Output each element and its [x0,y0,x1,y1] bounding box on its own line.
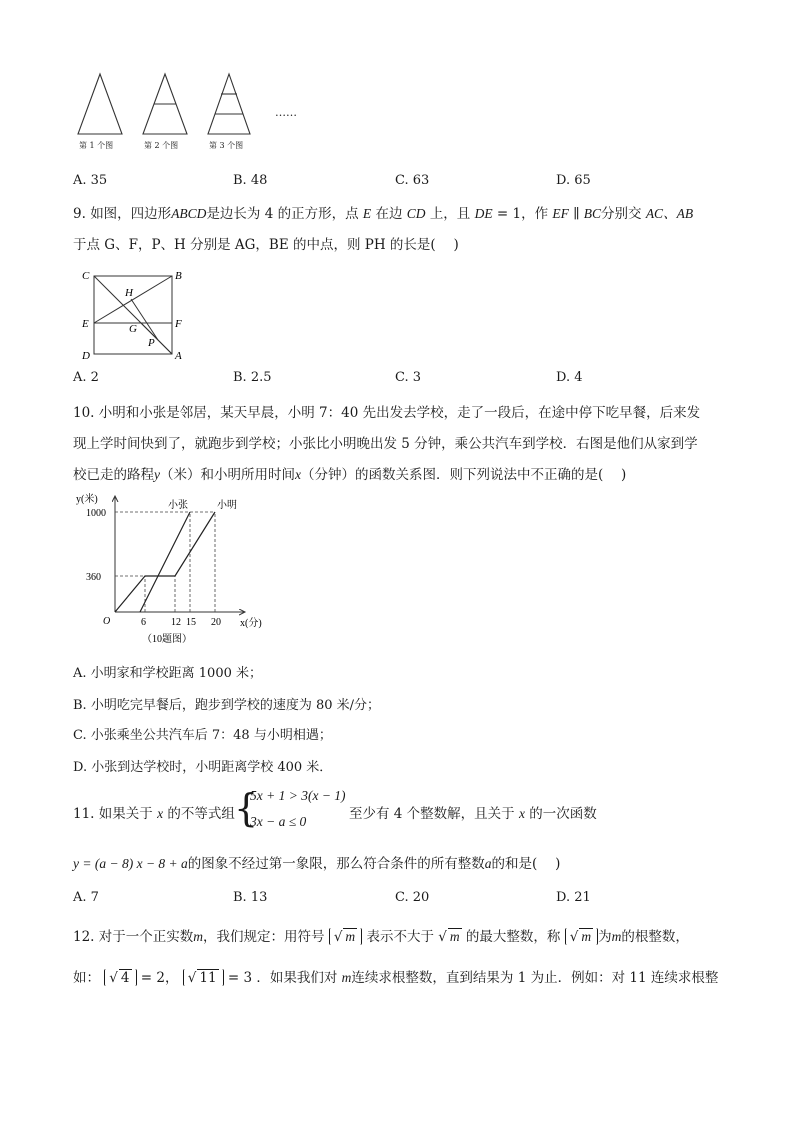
figure-caption-2: 第 2 个图 [144,141,179,150]
q9-option-b[interactable]: B. 2.5 [233,370,272,385]
q10-option-c[interactable]: C. 小张乘坐公共汽车后 7：48 与小明相遇； [73,728,332,743]
y-axis-label: y(米) [76,494,98,505]
q12-m: m [193,929,204,944]
q9-option-d[interactable]: D. 4 [556,370,583,385]
q10-option-a[interactable]: A. 小明家和学校距离 1000 米； [73,666,263,681]
q9-number: 9. [73,206,86,222]
label-e: E [82,318,89,330]
label-p: P [148,337,155,349]
x-axis-label: x(分) [240,618,262,629]
q10-text-b: （米）和小明所用时间 [160,467,295,483]
q9-bc: BC [583,206,602,221]
q12-text-c: 表示不大于 [366,929,434,945]
q10-text-c: （分钟）的函数关系图．则下列说法中不正确的是( ) [301,467,627,483]
q12-radicand-4: 4 [120,970,130,986]
q10-text-a: 校已走的路程 [73,467,154,483]
q12-eq-2: = 2， [140,970,179,986]
q12-radicand-11: 11 [199,970,217,986]
x-tick-label-20: 20 [211,617,221,628]
triangle-3 [208,74,250,134]
label-g: G [129,323,137,335]
q11-option-c[interactable]: C. 20 [395,890,430,905]
label-b: B [175,270,182,282]
q11-text-d: 的一次函数 [529,806,597,822]
q12-text-e: 为 [598,929,612,945]
q12-m-4: m [581,929,592,944]
q10-line-1: 10. 小明和小张是邻居，某天早晨，小明 7：40 先出发去学校，走了一段后，在途中停下吃早餐，后来发 [73,405,701,421]
q12-line-2 [73,966,718,986]
q10-line-2: 现上学时间快到了，就跑步到学校；小张比小明晚出发 5 分钟，乘公共汽车到学校．右图是他们从家到学 [73,436,698,452]
q11-text-f: 的和是( ) [491,856,561,872]
q12-m-2: m [345,929,356,944]
q9-option-a[interactable]: A. 2 [73,370,99,385]
series-line-2 [140,512,190,612]
q9-e: E [362,206,372,221]
q11-option-a[interactable]: A. 7 [73,890,99,905]
q11-text-a: 11. 如果关于 [73,806,153,822]
q9-ac: AC [645,206,664,221]
x-tick-label-12: 12 [171,617,181,628]
q12-m-3: m [449,929,460,944]
q11-line-1-a [73,802,235,822]
q9-text-a: 如图，四边形 [90,206,172,222]
q9-square-figure [76,264,186,364]
q11-text-c: 至少有 4 个整数解，且关于 [349,806,515,822]
q9-ef: EF [552,206,569,221]
segment-be [94,276,172,323]
triangle-1 [78,74,122,134]
q10-y: y [154,467,160,482]
x-tick-label-6: 6 [141,617,146,628]
origin-label: O [103,616,111,627]
q11-inequality-brace: { [234,786,259,830]
y-tick-label-1000: 1000 [86,508,106,519]
q11-text-e: 的图象不经过第一象限，那么符合条件的所有整数 [187,856,485,872]
q9-text-e: 分别交 [601,206,642,222]
q10-x: x [295,467,301,482]
q9-line-1 [73,202,693,222]
figure-caption-1: 第 1 个图 [79,141,114,150]
q12-text-h: 连续求根整数，直到结果为 1 为止．例如：对 11 连续求根整 [351,970,719,986]
q9-line-2: 于点 G、F，P、H 分别是 AG，BE 的中点，则 PH 的长是( ) [73,237,459,253]
label-c: C [82,270,90,282]
q8-option-c[interactable]: C. 63 [395,173,430,188]
series-label-xiaozhang: 小张 [168,500,188,511]
q9-option-c[interactable]: C. 3 [395,370,422,385]
label-h: H [125,287,133,299]
q10-option-d[interactable]: D. 小张到达学校时，小明距离学校 400 米． [73,760,333,775]
series-label-xiaoming: 小明 [217,500,237,511]
q12-m-6: m [341,970,352,985]
q9-eq: = 1，作 [496,206,549,222]
q11-x: x [157,806,164,821]
q11-inequality-2: 3x − a ≤ 0 [250,814,307,829]
q9-text-c: 在边 [375,206,403,222]
q12-text-f: 的根整数， [621,929,689,945]
q12-text-g: 如： [73,970,100,986]
q9-text-b: 是边长为 4 的正方形，点 [206,206,359,222]
q11-option-b[interactable]: B. 13 [233,890,268,905]
q11-line-2 [73,852,560,872]
q12-text-d: 的最大整数，称 [465,929,561,945]
q12-floor-sqrt-m-2: √ m [565,928,598,945]
q10-distance-time-chart [70,488,280,648]
q11-inequality-1: 5x + 1 > 3(x − 1) [250,788,346,803]
q12-m-5: m [611,929,622,944]
label-a: A [175,350,182,362]
q11-function: y = (a − 8) x − 8 + a [73,856,188,871]
q9-abcd: ABCD [171,206,207,221]
q9-cd: CD [406,206,426,221]
q8-option-d[interactable]: D. 65 [556,173,591,188]
q11-x-2: x [518,806,525,821]
q12-text-b: ，我们规定：用符号 [203,929,325,945]
q12-floor-sqrt-m: √ m [329,928,362,945]
q9-parallel: ∥ [573,206,580,222]
q9-de: DE [474,206,493,221]
q8-option-b[interactable]: B. 48 [233,173,268,188]
q12-eq-3: = 3 ．如果我们对 [227,970,338,986]
q11-line-1-b [349,802,597,822]
q11-option-d[interactable]: D. 21 [556,890,591,905]
q8-option-a[interactable]: A. 35 [73,173,108,188]
figure-caption-3: 第 3 个图 [209,141,244,150]
q9-text-d: 上，且 [429,206,471,222]
q12-floor-sqrt-4: √ 4 [104,969,136,986]
y-tick-label-360: 360 [86,572,101,583]
figure-ellipsis: …… [275,106,297,119]
label-d: D [82,350,90,362]
q12-text-a: 12. 对于一个正实数 [73,929,194,945]
q12-line-1: 12. 对于一个正实数m，我们规定：用符号 √ m 表示不大于 √ m 的最大整数，称 √ m 为m的根整数， [73,929,689,945]
q10-line-3 [73,463,626,483]
q11-text-b: 的不等式组 [167,806,235,822]
x-tick-label-15: 15 [186,617,196,628]
label-f: F [175,318,182,330]
q9-ab: 、AB [663,206,694,221]
q11-a: a [484,856,492,871]
chart-caption: （10题图） [142,634,192,645]
q10-option-b[interactable]: B. 小明吃完早餐后，跑步到学校的速度为 80 米/分； [73,698,381,713]
q12-floor-sqrt-11: √ 11 [183,969,224,986]
